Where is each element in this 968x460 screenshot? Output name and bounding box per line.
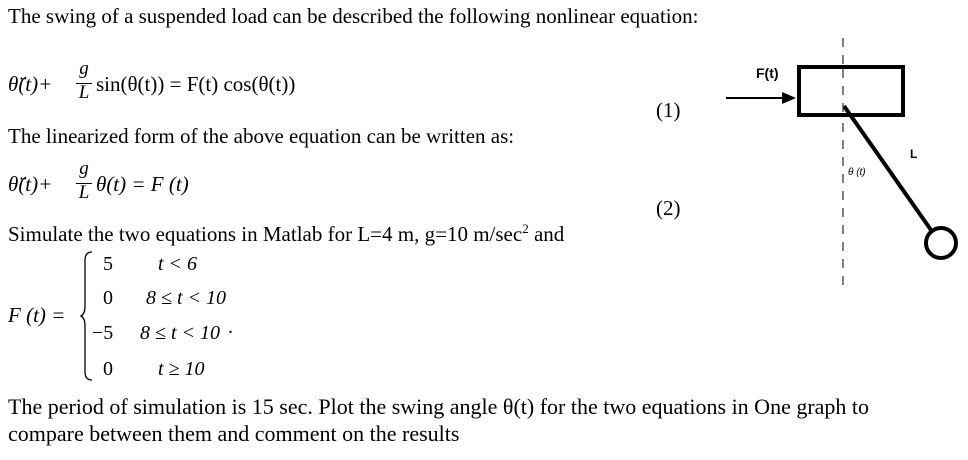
eq2-number: (2) <box>656 196 681 220</box>
length-label: L <box>910 147 918 161</box>
piecewise-row-3-cond: 8 ≤ t < 10 <box>140 322 221 344</box>
eq2-frac-den: L <box>78 182 90 203</box>
eq2-rhs: θ(t) = F (t) <box>96 172 189 196</box>
eq1-rhs: sin(θ(t)) = F(t) cos(θ(t)) <box>96 72 296 96</box>
simulate-text-tail: and <box>528 222 565 246</box>
simulate-text <box>8 221 564 247</box>
piecewise-row-4-value: 0 <box>103 358 113 380</box>
force-label: F(t) <box>756 65 779 81</box>
piecewise-row-2-value: 0 <box>103 287 113 309</box>
pendulum-diagram <box>720 36 965 296</box>
piecewise-brace <box>80 250 94 382</box>
piecewise-row-2-cond: 8 ≤ t < 10 <box>146 287 227 309</box>
piecewise-row-1-cond: t < 6 <box>158 253 198 275</box>
piecewise-row-4-cond: t ≥ 10 <box>158 358 205 380</box>
piecewise-row-3-value: −5 <box>92 322 114 344</box>
force-arrow-head <box>782 92 796 104</box>
eq1-frac-den: L <box>78 82 90 103</box>
piecewise-row-1-value: 5 <box>103 253 113 275</box>
closing-line-1: The period of simulation is 15 sec. Plot the swing angle θ(t) for the two equations in One graph to <box>8 394 870 419</box>
simulate-superscript: 2 <box>522 221 529 236</box>
eq2-lhs: θ̈(t)+ <box>8 172 53 196</box>
closing-line-2: compare between them and comment on the results <box>8 421 460 446</box>
eq1-number: (1) <box>656 98 681 122</box>
angle-label: θ (t) <box>848 167 866 178</box>
eq2-frac-num: g <box>79 158 89 179</box>
eq1-frac-num: g <box>79 58 89 79</box>
linearized-text: The linearized form of the above equation can be written as: <box>8 124 515 148</box>
simulate-text-main: Simulate the two equations in Matlab for L=4 m, g=10 m/sec <box>8 222 523 246</box>
piecewise-trailing-dot: . <box>228 316 233 338</box>
eq1-lhs: θ̈(t)+ <box>8 72 53 96</box>
intro-text: The swing of a suspended load can be described the following nonlinear equation: <box>8 4 699 28</box>
pendulum-bob <box>926 228 956 258</box>
load-box <box>799 67 903 115</box>
piecewise-lhs: F (t) = <box>8 303 66 327</box>
